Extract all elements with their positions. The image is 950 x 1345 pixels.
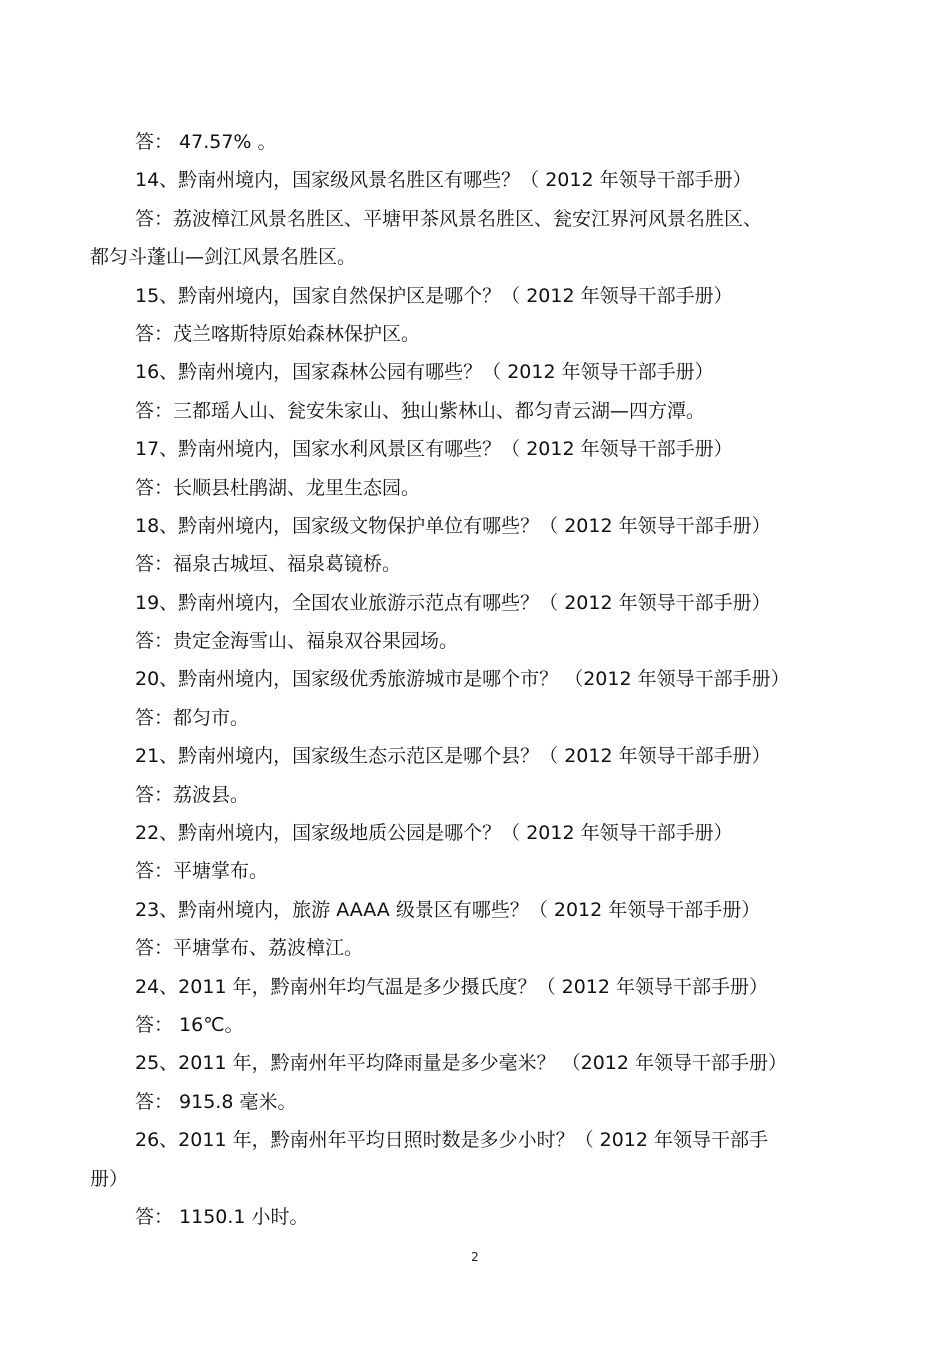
text-line: 答：长顺县杜鹃湖、龙里生态园。 — [135, 476, 421, 499]
text-line: 答：三都瑶人山、瓮安朱家山、独山紫林山、都匀青云湖—四方潭。 — [135, 399, 706, 422]
text-line: 册） — [90, 1167, 129, 1190]
text-line: 都匀斗蓬山—剑江风景名胜区。 — [90, 246, 357, 269]
text-line: 答：荔波樟江风景名胜区、平塘甲茶风景名胜区、瓮安江界河风景名胜区、 — [135, 207, 763, 230]
text-line: 15、黔南州境内，国家自然保护区是哪个？（ 2012 年领导干部手册） — [135, 284, 733, 307]
text-line: 17、黔南州境内，国家水利风景区有哪些？（ 2012 年领导干部手册） — [135, 438, 733, 461]
text-line: 26、2011 年，黔南州年平均日照时数是多少小时？（ 2012 年领导干部手 — [135, 1129, 769, 1152]
text-line: 16、黔南州境内，国家森林公园有哪些？（ 2012 年领导干部手册） — [135, 361, 714, 384]
text-line: 答： 1150.1 小时。 — [135, 1205, 309, 1228]
document-body — [90, 123, 860, 1236]
text-line: 21、黔南州境内，国家级生态示范区是哪个县？（ 2012 年领导干部手册） — [135, 745, 771, 768]
text-line: 19、黔南州境内，全国农业旅游示范点有哪些？（ 2012 年领导干部手册） — [135, 591, 771, 614]
text-line: 答：荔波县。 — [135, 783, 250, 806]
page-number: 2 — [471, 1250, 479, 1264]
text-line: 22、黔南州境内，国家级地质公园是哪个？（ 2012 年领导干部手册） — [135, 822, 733, 845]
text-line: 18、黔南州境内，国家级文物保护单位有哪些？（ 2012 年领导干部手册） — [135, 514, 771, 537]
text-line: 24、2011 年，黔南州年均气温是多少摄氏度？（ 2012 年领导干部手册） — [135, 975, 769, 998]
text-line: 答： 915.8 毫米。 — [135, 1090, 297, 1113]
text-line: 25、2011 年，黔南州年平均降雨量是多少毫米？ （2012 年领导干部手册） — [135, 1052, 788, 1075]
text-line: 答：都匀市。 — [135, 706, 250, 729]
text-line: 答：贵定金海雪山、福泉双谷果园场。 — [135, 630, 459, 653]
text-line: 答：茂兰喀斯特原始森林保护区。 — [135, 322, 421, 345]
text-line: 答： 16℃。 — [135, 1013, 244, 1036]
text-line: 答：平塘掌布。 — [135, 860, 269, 883]
text-line: 14、黔南州境内，国家级风景名胜区有哪些？（ 2012 年领导干部手册） — [135, 169, 752, 192]
text-line: 答： 47.57% 。 — [135, 131, 277, 153]
text-line: 20、黔南州境内，国家级优秀旅游城市是哪个市？ （2012 年领导干部手册） — [135, 668, 790, 691]
text-line: 23、黔南州境内，旅游 AAAA 级景区有哪些？（ 2012 年领导干部手册） — [135, 898, 761, 921]
text-line: 答：福泉古城垣、福泉葛镜桥。 — [135, 553, 402, 576]
text-line: 答：平塘掌布、荔波樟江。 — [135, 937, 364, 960]
